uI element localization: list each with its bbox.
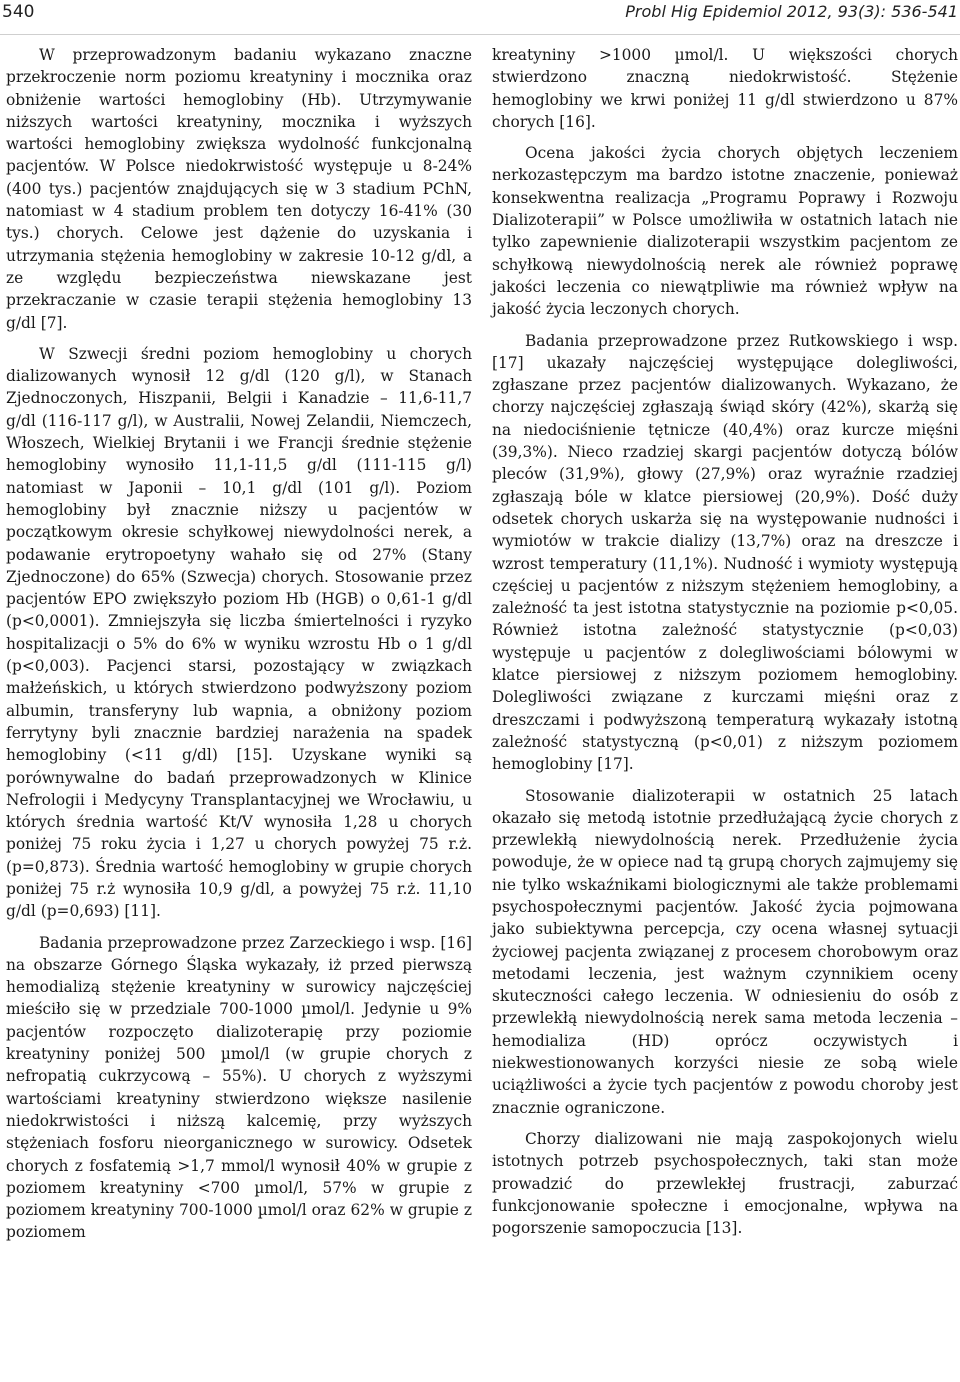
journal-citation: Probl Hig Epidemiol 2012, 93(3): 536-541 [625,2,958,21]
page-number: 540 [2,2,35,22]
right-column [492,44,958,1248]
paragraph: Stosowanie dializoterapii w ostatnich 25 latach okazało się metodą istotnie przedłużającą życie chorych z przewlekłą niewydolnością nerek. Przedłużenie życia powoduje, że w opiece nad tą grupą chorych zajmujemy się nie tylko wskaźnikami biologicznymi ale także problemami psychospołecznymi pacjentów. Jakość życia pojmowana jako subiektywna percepcja, czy ocena własnej sytuacji życiowej pacjenta związanej z procesem chorobowym oraz metodami leczenia, jest ważnym czynnikiem oceny skuteczności całego leczenia. W odniesieniu do osób z przewlekłą niewydolnością nerek sama metoda leczenia – hemodializa (HD) oprócz oczywistych i niekwestionowanych korzyści niesie ze sobą wiele uciążliwości a życie tych pacjentów z powodu choroby jest znacznie ograniczone. [492,786,958,1117]
paragraph: Badania przeprowadzone przez Zarzeckiego i wsp. [16] na obszarze Górnego Śląska wykazały, iż przed pierwszą hemodializą stężenie kreatyniny w surowicy najczęściej mieściło się w przedziale 700-1000 µmol/l. Jedynie u 9% pacjentów rozpoczęto dializoterapię przy poziomie kreatyniny poniżej 500 µmol/l (w grupie chorych z nefropatią cukrzycową – 55%). U chorych z wyższymi wartościami kreatyniny stwierdzono większe nasilenie niedokrwistości i niższą kalcemię, przy wyższych stężeniach fosforu nieorganicznego w surowicy. Odsetek chorych z fosfatemią >1,7 mmol/l wynosił 40% w grupie z poziomem kreatyniny <700 µmol/l, 57% w grupie z poziomem kreatyniny 700-1000 µmol/l oraz 62% w grupie z poziomem [6,933,472,1242]
paragraph: Chorzy dializowani nie mają zaspokojonych wielu istotnych potrzeb psychospołecznych, taki stan może prowadzić do przewlekłej frustracji, zaburzać funkcjonowanie społeczne i emocjonalne, wpływa na pogorszenie samopoczucia [13]. [492,1129,958,1238]
paragraph-continued: kreatyniny >1000 µmol/l. U większości chorych stwierdzono znaczną niedokrwistość. Stężenie hemoglobiny we krwi poniżej 11 g/dl stwierdzono u 87% chorych [16]. [492,46,958,131]
paragraph: W Szwecji średni poziom hemoglobiny u chorych dializowanych wynosił 12 g/dl (120 g/l), w Stanach Zjednoczonych, Hiszpanii, Belgii i Kanadzie – 11,6-11,7 g/dl (116-117 g/l), w Australii, Nowej Zelandii, Niemczech, Włoszech, Wielkiej Brytanii i we Francji średnie stężenie hemoglobiny wynosiło 11,1-11,5 g/dl (111-115 g/l) natomiast w Japonii – 10,1 g/dl (101 g/l). Poziom hemoglobiny był znacznie niższy u pacjentów w początkowym okresie schyłkowej niewydolności nerek, a podawanie erytropoetyny wahało się od 27% (Stany Zjednoczone) do 65% (Szwecja) chorych. Stosowanie przez pacjentów EPO zwiększyło poziom Hb (HGB) o 0,61-1 g/dl (p<0,0001). Zmniejszyła się liczba śmiertelności i ryzyko hospitalizacji o 5% do 6% w wyniku wzrostu Hb o 1 g/dl (p<0,003). Pacjenci starsi, pozostający w związkach małżeńskich, u których stwierdzono podwyższony poziom albumin, transferyny lub wapnia, a obniżony poziom ferrytyny byli znacznie bardziej narażenia na spadek hemoglobiny (<11 g/dl) [15]. Uzyskane wyniki są porównywalne do badań przeprowadzonych w Klinice Nefrologii i Medycyny Transplantacyjnej we Wrocławiu, u których średnia wartość Kt/V wynosiła 1,28 u chorych poniżej 75 roku życia i 1,27 u chorych powyżej 75 r.ż. (p=0,873). Średnia wartość hemoglobiny w grupie chorych poniżej 75 r.ż wynosiła 10,9 g/dl, a powyżej 75 r.ż. 11,10 g/dl (p=0,693) [11]. [6,344,472,921]
left-column [6,44,472,1253]
paragraph: Badania przeprowadzone przez Rutkowskiego i wsp. [17] ukazały najczęściej występujące dolegliwości, zgłaszane przez pacjentów dializowanych. Wykazano, że chorzy najczęściej zgłaszają świąd skóry (42%), skarżą się na niedociśnienie tętnicze (40,4%) oraz kurcze mięśni (39,3%). Nieco rzadziej skargi pacjentów dotyczą bólów pleców (31,9%), głowy (27,9%) oraz wyraźnie rzadziej zgłaszają bóle w klatce piersiowej (20,9%). Dość duży odsetek chorych uskarża się na występowanie nudności i wymiotów w trakcie dializy (13,7%) oraz na dreszcze i wzrost temperatury (11,1%). Nudność i wymioty występują częściej u pacjentów z niższym stężeniem hemoglobiny, a zależność ta jest istotna statystycznie na poziomie p<0,05. Również istotna zależność statystycznie (p<0,03) występuje u pacjentów z dolegliwościami bólowymi w klatce piersiowej z niższym poziomem hemoglobiny. Dolegliwości związane z kurczami mięśni oraz z dreszczami i podwyższoną temperaturą wykazały istotną zależność statystyczną (p<0,01) z niższym poziomem hemoglobiny [17]. [492,331,958,774]
paragraph: W przeprowadzonym badaniu wykazano znaczne przekroczenie norm poziomu kreatyniny i mocznika oraz obniżenie wartości hemoglobiny (Hb). Utrzymywanie niższych wartości kreatyniny, mocznika i wyższych wartości hemoglobiny zwiększa wydolność funkcjonalną pacjentów. W Polsce niedokrwistość występuje u 8-24% (400 tys.) pacjentów znajdujących się w 3 stadium PChN, natomiast w 4 stadium problem ten dotyczy 16-41% (30 tys.) chorych. Celowe jest dążenie do uzyskania i utrzymania stężenia hemoglobiny w zakresie 10-12 g/dl, a ze względu bezpieczeństwa niewskazane jest przekraczanie w czasie terapii stężenia hemoglobiny 13 g/dl [7]. [6,46,472,332]
paragraph: Ocena jakości życia chorych objętych leczeniem nerkozastępczym ma bardzo istotne znaczenie, ponieważ konsekwentna realizacja „Programu Poprawy i Rozwoju Dializoterapii” w Polsce umożliwiła w ostatnich latach nie tylko zapewnienie dializoterapii wszystkim pacjentom ze schyłkową niewydolnością nerek ale również poprawę jakości leczenia co niewątpliwie ma również wpływ na jakość życia leczonych chorych. [492,144,958,319]
page-header [0,0,960,35]
